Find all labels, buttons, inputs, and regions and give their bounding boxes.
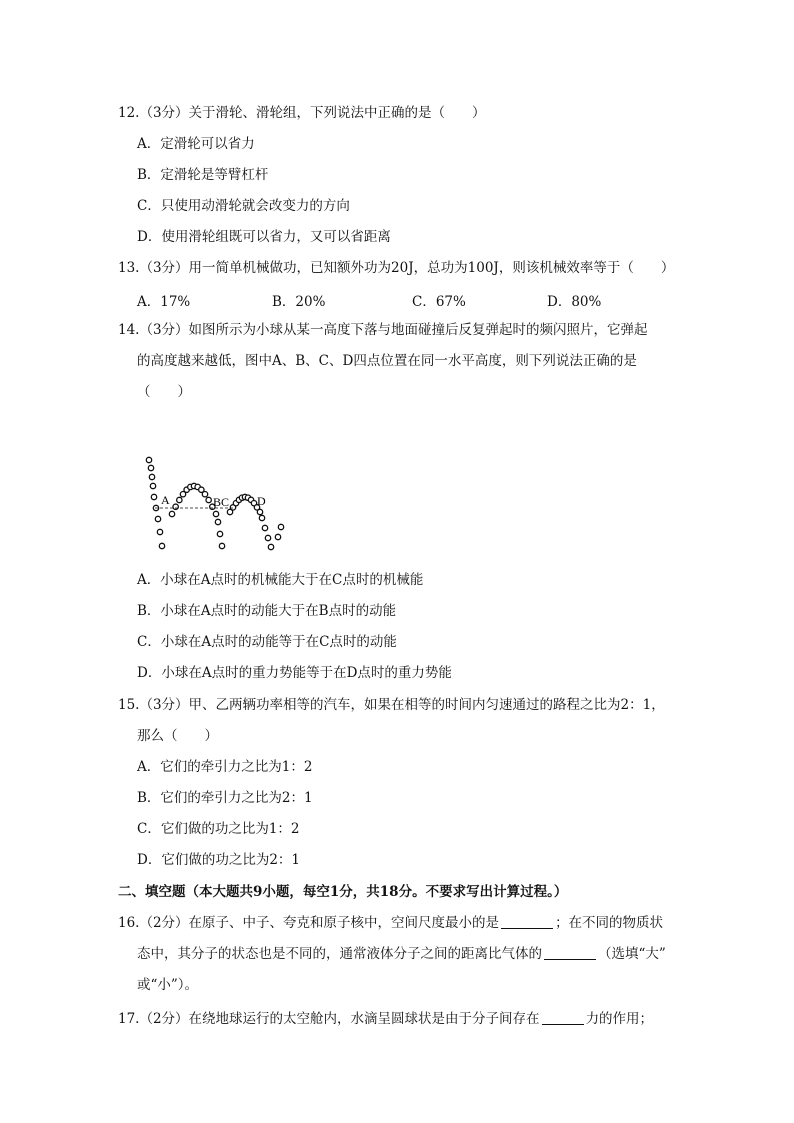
q14-option-c: C．小球在A点时的动能等于在C点时的动能 bbox=[137, 634, 397, 650]
question-15-stem-line2: 那么（ ） bbox=[137, 728, 218, 744]
q16-line1-text-b: ；在不同的物质状 bbox=[555, 915, 664, 931]
q17-line1-text-b: 力的作用； bbox=[585, 1011, 654, 1027]
ball-position bbox=[257, 509, 262, 514]
q14-option-a: A．小球在A点时的机械能大于在C点时的机械能 bbox=[137, 572, 424, 588]
ball-position bbox=[202, 492, 207, 497]
label-bc: BC bbox=[213, 495, 230, 509]
ball-position bbox=[259, 515, 264, 520]
ball-position bbox=[173, 504, 178, 509]
bouncing-ball-figure bbox=[138, 452, 298, 556]
ball-position bbox=[169, 511, 174, 516]
ball-position bbox=[213, 511, 218, 516]
ball-position bbox=[275, 534, 280, 539]
q16-blank-1 bbox=[501, 914, 553, 929]
q13-options-row bbox=[137, 290, 657, 308]
q13-option-b: B．20% bbox=[272, 294, 326, 310]
q13-option-c: C．67% bbox=[412, 294, 466, 310]
question-15-stem-line1: 15.（3分）甲、乙两辆功率相等的汽车，如果在相等的时间内匀速通过的路程之比为2：1， bbox=[118, 697, 665, 713]
question-14-stem-line2: 的高度越来越低，图中A、B、C、D四点位置在同一水平高度，则下列说法正确的是 bbox=[137, 353, 637, 369]
question-12-stem: 12.（3分）关于滑轮、滑轮组，下列说法中正确的是（ ） bbox=[118, 105, 486, 121]
question-16-line1 bbox=[118, 914, 663, 932]
ball-position bbox=[215, 519, 220, 524]
q15-option-b: B．它们的牵引力之比为2：1 bbox=[137, 790, 313, 806]
ball-position bbox=[148, 465, 153, 470]
q12-option-b: B．定滑轮是等臂杠杆 bbox=[137, 167, 269, 183]
ball-position bbox=[268, 544, 273, 549]
question-16-line3: 或“小”）。 bbox=[137, 977, 199, 993]
ball-position bbox=[219, 543, 224, 548]
question-17-line1 bbox=[118, 1010, 653, 1028]
ball-position bbox=[177, 497, 182, 502]
question-16-line2 bbox=[137, 945, 666, 963]
ball-position bbox=[151, 494, 156, 499]
q17-blank-1 bbox=[542, 1010, 584, 1025]
question-14-stem-line3: （ ） bbox=[137, 384, 191, 400]
q16-blank-2 bbox=[544, 945, 596, 960]
q17-line1-text-a: 17.（2分）在绕地球运行的太空舱内，水滴呈圆球状是由于分子间存在 bbox=[118, 1011, 540, 1027]
label-a: A bbox=[161, 493, 170, 507]
q12-option-a: A．定滑轮可以省力 bbox=[137, 136, 255, 152]
q13-option-d: D．80% bbox=[547, 294, 602, 310]
q15-option-a: A．它们的牵引力之比为1：2 bbox=[137, 759, 313, 775]
question-14-stem-line1: 14.（3分）如图所示为小球从某一高度下落与地面碰撞后反复弹起时的频闪照片，它弹起 bbox=[118, 322, 648, 338]
q12-option-c: C．只使用动滑轮就会改变力的方向 bbox=[137, 198, 350, 214]
q14-option-b: B．小球在A点时的动能大于在B点时的动能 bbox=[137, 603, 397, 619]
ball-position bbox=[150, 483, 155, 488]
q16-line2-text-b: （选填“大” bbox=[598, 946, 666, 962]
ball-position bbox=[146, 457, 151, 462]
q14-option-d: D．小球在A点时的重力势能等于在D点时的重力势能 bbox=[137, 665, 452, 681]
section-2-title: 二、填空题（本大题共9小题，每空1分，共18分。不要求写出计算过程。） bbox=[118, 884, 568, 900]
q12-option-d: D．使用滑轮组既可以省力，又可以省距离 bbox=[137, 229, 391, 245]
question-13-stem: 13.（3分）用一简单机械做功，已知额外功为20J，总功为100J，则该机械效率等于（ ） bbox=[118, 260, 675, 276]
label-d: D bbox=[257, 494, 266, 508]
ball-position bbox=[159, 543, 164, 548]
ball-position bbox=[149, 474, 154, 479]
ball-position bbox=[278, 524, 283, 529]
q15-option-d: D．它们做的功之比为2：1 bbox=[137, 852, 301, 868]
ball-position bbox=[155, 516, 160, 521]
ball-position bbox=[217, 531, 222, 536]
ball-position bbox=[265, 535, 270, 540]
ball-position bbox=[206, 497, 211, 502]
ball-position bbox=[262, 525, 267, 530]
q16-line1-text-a: 16.（2分）在原子、中子、夸克和原子核中，空间尺度最小的是 bbox=[118, 915, 500, 931]
q16-line2-text-a: 态中，其分子的状态也是不同的，通常液体分子之间的距离比气体的 bbox=[137, 946, 542, 962]
q13-option-a: A．17% bbox=[137, 294, 191, 310]
q15-option-c: C．它们做的功之比为1：2 bbox=[137, 821, 300, 837]
ball-position bbox=[157, 529, 162, 534]
